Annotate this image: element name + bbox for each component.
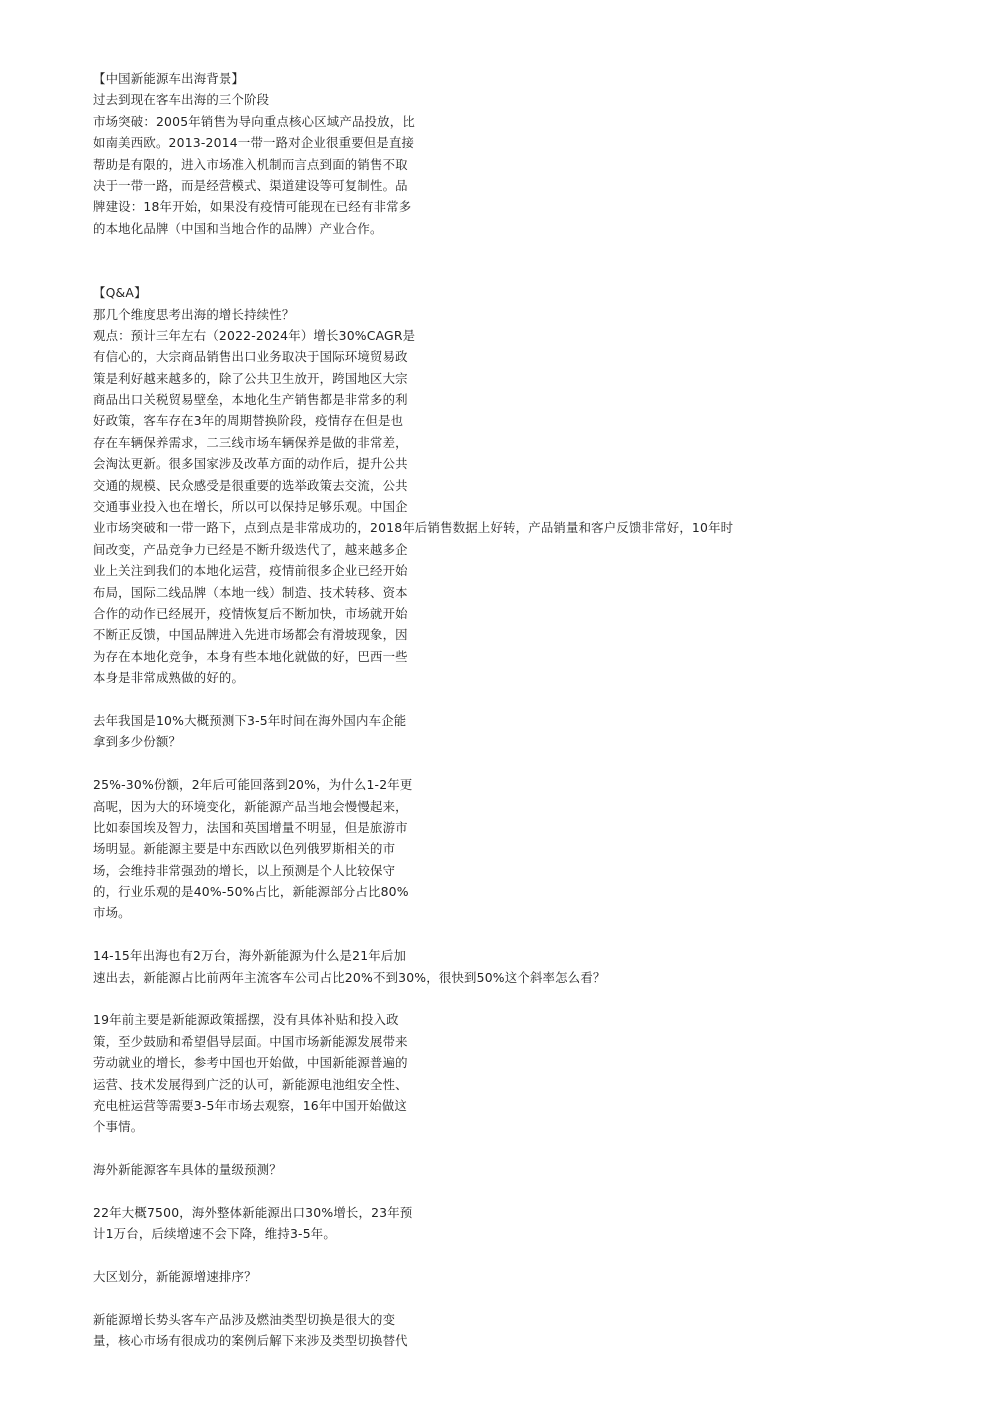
text-line: 的，行业乐观的是40%-50%占比，新能源部分占比80% (93, 884, 409, 900)
text-line: 19年前主要是新能源政策摇摆，没有具体补贴和投入政 (93, 1012, 399, 1028)
text-line: 商品出口关税贸易壁垒，本地化生产销售都是非常多的利 (93, 392, 408, 408)
text-line: 会淘汰更新。很多国家涉及改革方面的动作后，提升公共 (93, 456, 408, 472)
section-heading: 【中国新能源车出海背景】 (93, 71, 245, 86)
text-line: 计1万台，后续增速不会下降，维持3-5年。 (93, 1226, 336, 1242)
text-line: 量，核心市场有很成功的案例后解下来涉及类型切换替代 (93, 1333, 408, 1349)
text-line: 比如泰国埃及智力，法国和英国增量不明显，但是旅游市 (93, 819, 408, 835)
text-line: 那几个维度思考出海的增长持续性？ (93, 306, 295, 322)
document-page (93, 68, 813, 1352)
text-line: 不断正反馈，中国品牌进入先进市场都会有滑坡现象，因 (93, 627, 408, 643)
text-line: 高呢，因为大的环境变化，新能源产品当地会慢慢起来， (93, 798, 408, 814)
text-line: 14-15年出海也有2万台，海外新能源为什么是21年后加 (93, 948, 407, 964)
text-line: 业上关注到我们的本地化运营，疫情前很多企业已经开始 (93, 563, 408, 579)
qa-block (93, 1159, 813, 1180)
qa-block (93, 710, 813, 753)
background-paragraph (93, 111, 813, 239)
text-line: 布局，国际二线品牌（本地一线）制造、技术转移、资本 (93, 584, 408, 600)
qa-heading: 【Q&A】 (93, 285, 147, 301)
text-line: 去年我国是10%大概预测下3-5年时间在海外国内车企能 (93, 712, 407, 728)
qa-block (93, 774, 813, 924)
text-line: 合作的动作已经展开，疫情恢复后不断加快，市场就开始 (93, 605, 408, 621)
text-line: 决于一带一路，而是经营模式、渠道建设等可复制性。品 (93, 177, 408, 193)
text-line: 策是利好越来越多的，除了公共卫生放开，跨国地区大宗 (93, 370, 408, 386)
section-subheading: 过去到现在客车出海的三个阶段 (93, 92, 270, 108)
text-line: 为存在本地化竞争，本身有些本地化就做的好，巴西一些 (93, 648, 408, 664)
text-line: 充电桩运营等需要3-5年市场去观察，16年中国开始做这 (93, 1097, 407, 1113)
qa-block (93, 1202, 813, 1245)
text-line: 海外新能源客车具体的量级预测？ (93, 1162, 282, 1178)
text-line: 存在车辆保养需求，二三线市场车辆保养是做的非常差， (93, 434, 408, 450)
text-line: 速出去，新能源占比前两年主流客车公司占比20%不到30%，很快到50%这个斜率怎么看？ (93, 969, 606, 985)
text-line: 市场突破：2005年销售为导向重点核心区域产品投放，比 (93, 113, 415, 129)
text-line: 拿到多少份额？ (93, 734, 182, 750)
text-line: 如南美西欧。2013-2014一带一路对企业很重要但是直接 (93, 135, 415, 151)
qa-block (93, 945, 813, 988)
text-line: 市场。 (93, 905, 131, 921)
text-line: 交通事业投入也在增长，所以可以保持足够乐观。中国企 (93, 499, 408, 515)
qa-section (93, 282, 813, 1352)
text-line: 个事情。 (93, 1119, 144, 1135)
text-line: 场，会维持非常强劲的增长，以上预测是个人比较保守 (93, 862, 396, 878)
text-line: 好政策，客车存在3年的周期替换阶段，疫情存在但是也 (93, 413, 404, 429)
text-line: 的本地化品牌（中国和当地合作的品牌）产业合作。 (93, 220, 383, 236)
text-line: 运营、技术发展得到广泛的认可，新能源电池组安全性、 (93, 1076, 408, 1092)
qa-content (93, 304, 813, 1352)
text-line: 本身是非常成熟做的好的。 (93, 670, 245, 686)
text-line: 劳动就业的增长，参考中国也开始做，中国新能源普遍的 (93, 1055, 408, 1071)
text-line: 新能源增长势头客车产品涉及燃油类型切换是很大的变 (93, 1311, 396, 1327)
text-line: 间改变，产品竞争力已经是不断升级迭代了，越来越多企 (93, 541, 408, 557)
qa-block (93, 1266, 813, 1287)
text-line: 交通的规模、民众感受是很重要的选举政策去交流，公共 (93, 477, 408, 493)
text-line: 业市场突破和一带一路下，点到点是非常成功的，2018年后销售数据上好转，产品销量和客户反馈非常好，10年时 (93, 520, 734, 536)
text-line: 25%-30%份额，2年后可能回落到20%，为什么1-2年更 (93, 777, 413, 793)
text-line: 观点：预计三年左右（2022-2024年）增长30%CAGR是 (93, 327, 416, 343)
text-line: 有信心的，大宗商品销售出口业务取决于国际环境贸易政 (93, 349, 408, 365)
qa-block (93, 304, 813, 689)
text-line: 帮助是有限的，进入市场准入机制而言点到面的销售不取 (93, 156, 408, 172)
text-line: 大区划分，新能源增速排序？ (93, 1269, 257, 1285)
text-line: 场明显。新能源主要是中东西欧以色列俄罗斯相关的市 (93, 841, 396, 857)
qa-block (93, 1309, 813, 1352)
qa-block (93, 1009, 813, 1137)
text-line: 22年大概7500，海外整体新能源出口30%增长，23年预 (93, 1204, 413, 1220)
background-section (93, 68, 813, 239)
text-line: 牌建设：18年开始，如果没有疫情可能现在已经有非常多 (93, 199, 412, 215)
text-line: 策，至少鼓励和希望倡导层面。中国市场新能源发展带来 (93, 1033, 408, 1049)
